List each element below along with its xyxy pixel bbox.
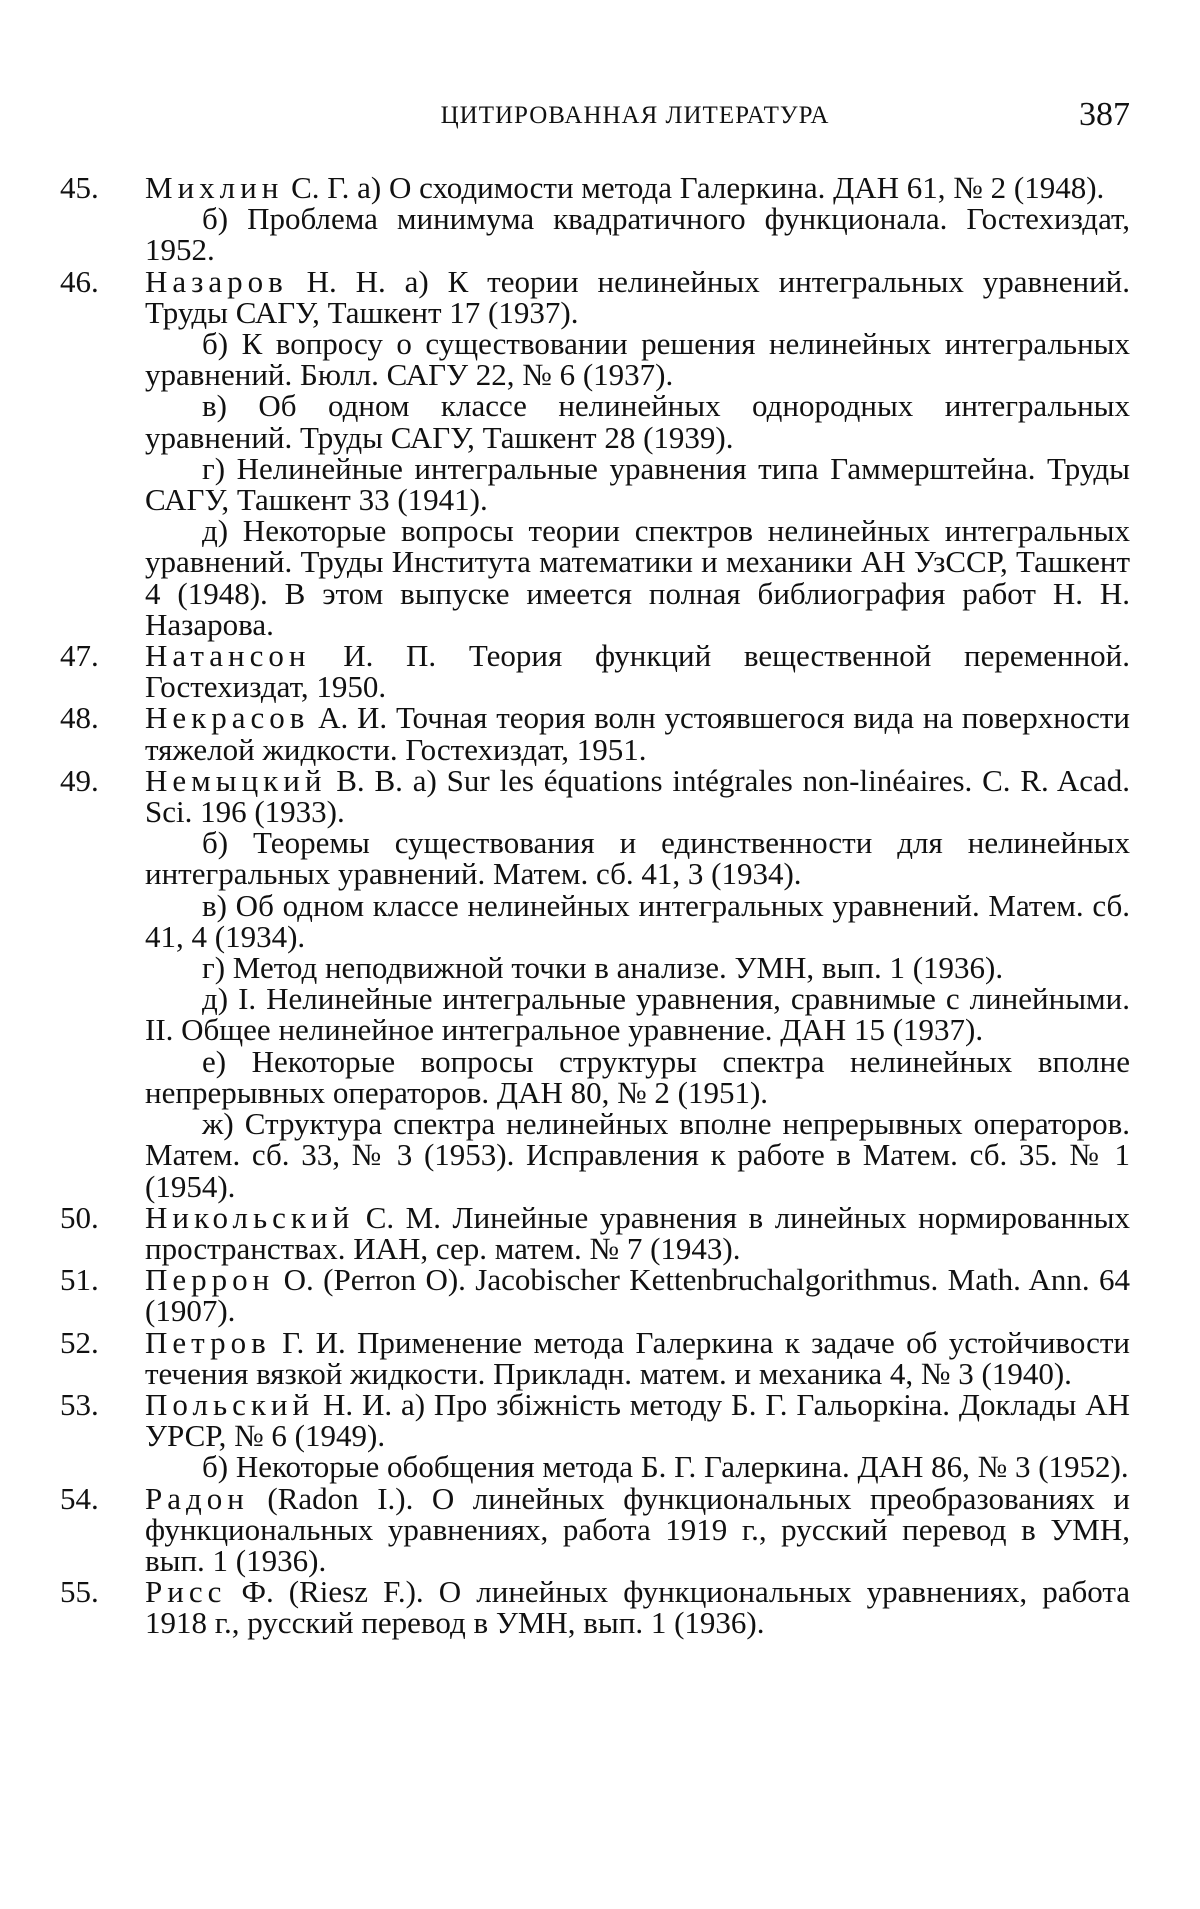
citation-text: В. В. а) Sur les équations intégrales non-linéaires. C. R. Acad. Sci. 196 (1933). bbox=[145, 762, 1130, 830]
reference-number: 45. bbox=[60, 170, 99, 205]
author-name: Немыцкий bbox=[145, 762, 327, 798]
citation-text: Н. Н. а) К теории нелинейных интегральных уравнений. Труды САГУ, Ташкент 17 (1937). bbox=[145, 263, 1131, 330]
author-name: Некрасов bbox=[145, 700, 310, 736]
reference-number: 48. bbox=[60, 700, 99, 736]
citation-text: в) Об одном классе нелинейных интегральных уравнений. Матем. сб. 41, 4 (1934). bbox=[145, 887, 1130, 954]
citation-text: д) Некоторые вопросы теории спектров нелинейных интегральных уравнений. Труды Института математики и механики АН УзССР, Ташкент 4 (1948). В этом выпуске имеется полная библиография работ Н. Н. Назарова. bbox=[145, 513, 1130, 642]
reference-entry bbox=[0, 172, 1200, 266]
reference-number: 52. bbox=[60, 1324, 99, 1360]
reference-text bbox=[145, 700, 1130, 767]
reference-text bbox=[145, 1324, 1131, 1391]
citation-text: г) Метод неподвижной точки в анализе. УМН, вып. 1 (1936). bbox=[202, 950, 1004, 986]
citation-text: г) Нелинейные интегральные уравнения типа Гаммерштейна. Труды САГУ, Ташкент 33 (1941). bbox=[145, 450, 1130, 518]
reference-number: 51. bbox=[60, 1262, 99, 1298]
author-name: Перрон bbox=[145, 1262, 275, 1298]
reference-subitem bbox=[145, 1449, 1130, 1485]
reference-entry bbox=[0, 1574, 1200, 1641]
running-title: ЦИТИРОВАННАЯ ЛИТЕРАТУРА bbox=[440, 102, 830, 129]
citation-text: С. М. Линейные уравнения в линейных нормированных пространствах. ИАН, сер. матем. № 7 (1943). bbox=[145, 1199, 1130, 1266]
reference-text bbox=[145, 1262, 1131, 1329]
reference-entry bbox=[0, 1324, 1200, 1391]
reference-subitem bbox=[145, 1108, 1130, 1202]
citation-text: (Radon I.). О линейных функциональных преобразованиях и функциональных уравнениях, работа 1919 г., русский перевод в УМН, вып. 1 (1936). bbox=[145, 1480, 1131, 1578]
reference-entry bbox=[0, 1262, 1200, 1329]
reference-number: 49. bbox=[60, 762, 99, 798]
reference-number: 46. bbox=[60, 263, 99, 299]
citation-text: б) Некоторые обобщения метода Б. Г. Галеркина. ДАН 86, № 3 (1952). bbox=[202, 1449, 1129, 1485]
reference-number: 47. bbox=[60, 638, 99, 674]
citation-text: б) Проблема минимума квадратичного функционала. Гостехиздат, 1952. bbox=[145, 201, 1130, 268]
author-name: Петров bbox=[145, 1324, 271, 1360]
citation-text: е) Некоторые вопросы структуры спектра нелинейных вполне непрерывных операторов. ДАН 80, № 2 (1951). bbox=[145, 1043, 1130, 1110]
reference-text bbox=[145, 1480, 1131, 1578]
author-name: Радон bbox=[145, 1480, 249, 1516]
reference-entry bbox=[0, 263, 1200, 642]
reference-entry bbox=[0, 1386, 1200, 1485]
author-name: Натансон bbox=[145, 638, 311, 674]
reference-entry bbox=[0, 762, 1200, 1204]
reference-entry bbox=[0, 1199, 1200, 1266]
running-header bbox=[140, 96, 1130, 136]
author-name: Никольский bbox=[145, 1199, 355, 1235]
reference-text bbox=[145, 172, 1130, 203]
reference-number: 54. bbox=[60, 1480, 99, 1516]
citation-text: С. Г. а) О сходимости метода Галеркина. ДАН 61, № 2 (1948). bbox=[291, 170, 1105, 205]
reference-subitem bbox=[145, 950, 1130, 986]
reference-subitem bbox=[145, 825, 1130, 892]
reference-text bbox=[145, 1574, 1131, 1641]
citation-text: О. (Perron O). Jacobischer Kettenbruchalgorithmus. Math. Ann. 64 (1907). bbox=[145, 1262, 1131, 1329]
reference-list bbox=[0, 172, 1200, 1639]
citation-text: И. П. Теория функций вещественной переменной. Гостехиздат, 1950. bbox=[145, 638, 1131, 705]
author-name: Польский bbox=[145, 1386, 315, 1422]
citation-text: д) I. Нелинейные интегральные уравнения, сравнимые с линейными. II. Общее нелинейное интегральное уравнение. ДАН 15 (1937). bbox=[145, 981, 1130, 1048]
citation-text: в) Об одном классе нелинейных однородных интегральных уравнений. Труды САГУ, Ташкент 28 (1939). bbox=[145, 388, 1130, 455]
author-name: Рисс bbox=[145, 1574, 227, 1610]
citation-text: б) К вопросу о существовании решения нелинейных интегральных уравнений. Бюлл. САГУ 22, № 6 (1937). bbox=[145, 326, 1130, 393]
reference-entry bbox=[0, 700, 1200, 767]
author-name: Назаров bbox=[145, 263, 288, 299]
reference-subitem bbox=[145, 981, 1130, 1048]
citation-text: Н. И. а) Про збіжність методу Б. Г. Гальоркіна. Доклады АН УРСР, № 6 (1949). bbox=[145, 1386, 1131, 1454]
citation-text: Ф. (Riesz F.). О линейных функциональных уравнениях, работа 1918 г., русский перевод в УМН, вып. 1 (1936). bbox=[145, 1574, 1131, 1641]
reference-subitem bbox=[145, 515, 1130, 640]
reference-subitem bbox=[145, 1043, 1130, 1110]
reference-number: 50. bbox=[60, 1199, 99, 1235]
reference-subitem bbox=[145, 388, 1130, 455]
citation-text: А. И. Точная теория волн устоявшегося вида на поверхности тяжелой жидкости. Гостехиздат, 1951. bbox=[145, 700, 1130, 767]
reference-subitem bbox=[145, 450, 1130, 518]
reference-subitem bbox=[145, 326, 1130, 393]
citation-text: б) Теоремы существования и единственности для нелинейных интегральных уравнений. Матем. сб. 41, 3 (1934). bbox=[145, 825, 1130, 892]
reference-text bbox=[145, 1199, 1130, 1266]
reference-number: 55. bbox=[60, 1574, 99, 1610]
reference-text bbox=[145, 263, 1131, 330]
page-number: 387 bbox=[1079, 96, 1130, 133]
reference-subitem bbox=[145, 201, 1130, 268]
reference-entry bbox=[0, 1480, 1200, 1578]
reference-text bbox=[145, 638, 1131, 705]
reference-entry bbox=[0, 638, 1200, 705]
reference-number: 53. bbox=[60, 1386, 99, 1422]
reference-text bbox=[145, 762, 1130, 830]
author-name: Михлин bbox=[145, 170, 284, 205]
reference-text bbox=[145, 1386, 1131, 1454]
citation-text: ж) Структура спектра нелинейных вполне непрерывных операторов. Матем. сб. 33, № 3 (1953). Исправления к работе в Матем. сб. 35. № 1 (1954). bbox=[145, 1106, 1130, 1204]
citation-text: Г. И. Применение метода Галеркина к задаче об устойчивости течения вязкой жидкости. Прикладн. матем. и механика 4, № 3 (1940). bbox=[145, 1324, 1131, 1391]
reference-subitem bbox=[145, 887, 1130, 954]
